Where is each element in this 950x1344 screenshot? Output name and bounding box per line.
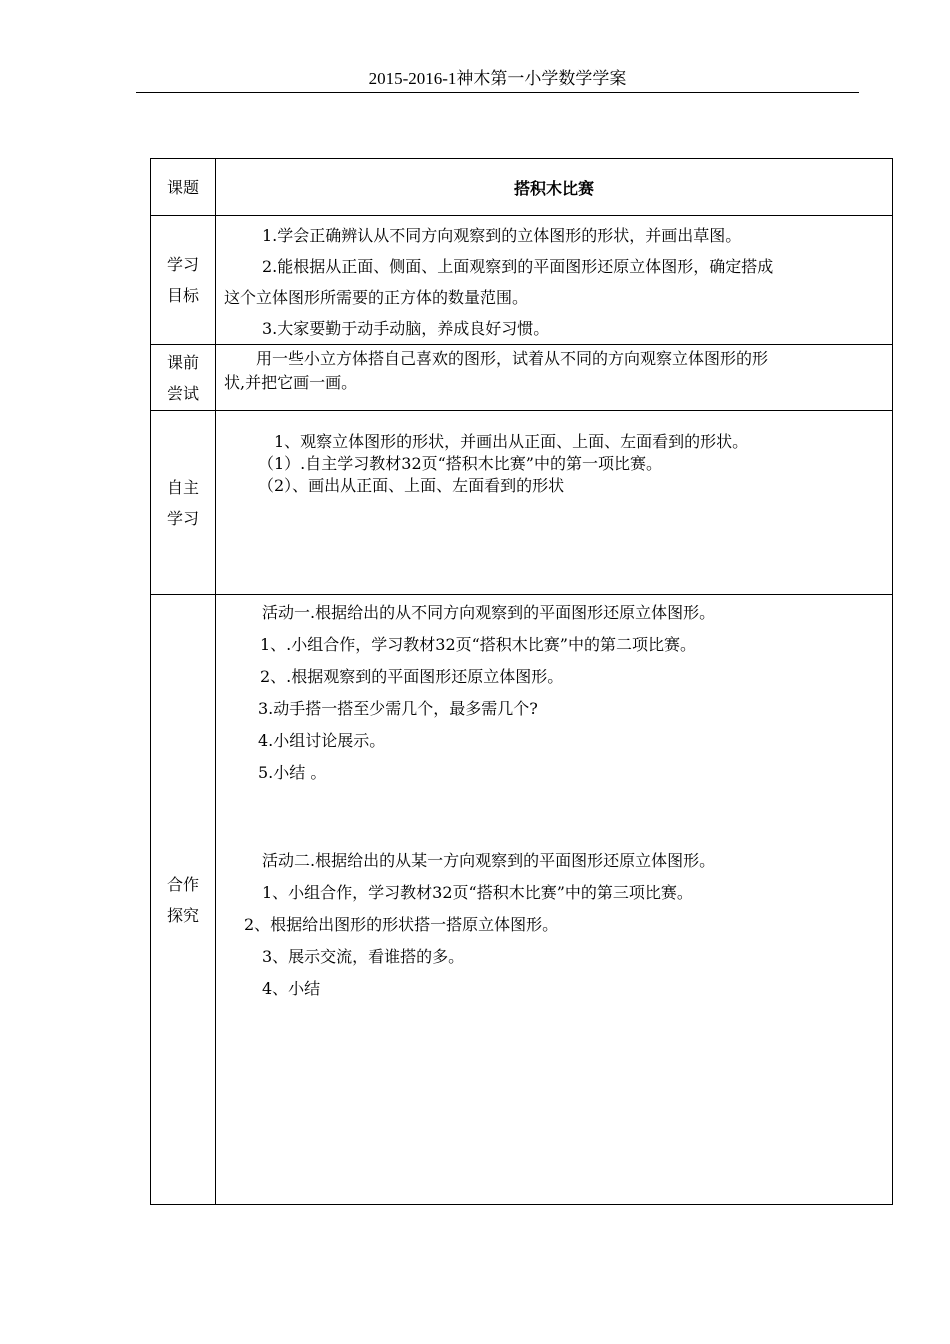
goals-label-line2: 目标 bbox=[166, 286, 199, 305]
lesson-plan-table bbox=[150, 158, 893, 1205]
goal-item: 2.能根据从正面、侧面、上面观察到的平面图形还原立体图形，确定搭成 bbox=[262, 257, 774, 276]
activity2-line: 4、小结 bbox=[262, 979, 321, 998]
goals-content bbox=[216, 216, 893, 345]
self-study-row bbox=[151, 411, 893, 595]
activity1-line: 3.动手搭一搭至少需几个，最多需几个? bbox=[258, 699, 538, 718]
activity-spacer bbox=[216, 789, 892, 845]
header-divider bbox=[136, 92, 859, 93]
cooperation-label-line1: 合作 bbox=[166, 874, 199, 894]
activity1-line: 2、.根据观察到的平面图形还原立体图形。 bbox=[260, 667, 564, 686]
pretry-label-line2: 尝试 bbox=[166, 383, 199, 403]
goals-label bbox=[151, 216, 216, 345]
activity1-line: 4.小组讨论展示。 bbox=[258, 731, 386, 750]
pretry-label bbox=[151, 345, 216, 411]
self-study-line: 1、观察立体图形的形状，并画出从正面、上面、左面看到的形状。 bbox=[274, 432, 749, 451]
pretry-row bbox=[151, 345, 893, 411]
activity1-line: 活动一.根据给出的从不同方向观察到的平面图形还原立体图形。 bbox=[262, 603, 716, 622]
goals-label-line1: 学习 bbox=[166, 255, 199, 274]
goals-row bbox=[151, 216, 893, 345]
self-study-line: （1）.自主学习教材32页“搭积木比赛”中的第一项比赛。 bbox=[258, 454, 662, 473]
pretry-line: 用一些小立方体搭自己喜欢的图形，试着从不同的方向观察立体图形的形 bbox=[256, 349, 769, 368]
pretry-label-line1: 课前 bbox=[166, 352, 199, 372]
self-study-label-line1: 自主 bbox=[166, 477, 199, 497]
page-header-title: 2015-2016-1神木第一小学数学学案 bbox=[368, 69, 627, 88]
self-study-label-line2: 学习 bbox=[166, 508, 199, 528]
activity1-line: 1、.小组合作，学习教材32页“搭积木比赛”中的第二项比赛。 bbox=[260, 635, 696, 654]
self-study-line: （2）、画出从正面、上面、左面看到的形状 bbox=[258, 476, 565, 495]
goal-item: 3.大家要勤于动手动脑，养成良好习惯。 bbox=[262, 319, 550, 338]
activity2-line: 3、展示交流，看谁搭的多。 bbox=[262, 947, 465, 966]
cooperation-label bbox=[151, 595, 216, 1205]
pretry-line: 状,并把它画一画。 bbox=[224, 373, 358, 392]
cooperation-label-line2: 探究 bbox=[166, 905, 199, 925]
cooperation-content bbox=[216, 595, 893, 1205]
goal-item: 1.学会正确辨认从不同方向观察到的立体图形的形状，并画出草图。 bbox=[262, 226, 742, 245]
pretry-content bbox=[216, 345, 893, 411]
cooperation-row bbox=[151, 595, 893, 1205]
self-study-content bbox=[216, 411, 893, 595]
goal-item: 这个立体图形所需要的正方体的数量范围。 bbox=[224, 288, 529, 307]
topic-row bbox=[151, 159, 893, 216]
activity2-line: 2、根据给出图形的形状搭一搭原立体图形。 bbox=[244, 915, 559, 934]
activity2-line: 活动二.根据给出的从某一方向观察到的平面图形还原立体图形。 bbox=[262, 851, 716, 870]
topic-value: 搭积木比赛 bbox=[216, 159, 893, 216]
activity1-line: 5.小结 。 bbox=[258, 763, 327, 782]
self-study-label bbox=[151, 411, 216, 595]
topic-label: 课题 bbox=[151, 159, 216, 216]
activity2-line: 1、小组合作，学习教材32页“搭积木比赛”中的第三项比赛。 bbox=[262, 883, 693, 902]
